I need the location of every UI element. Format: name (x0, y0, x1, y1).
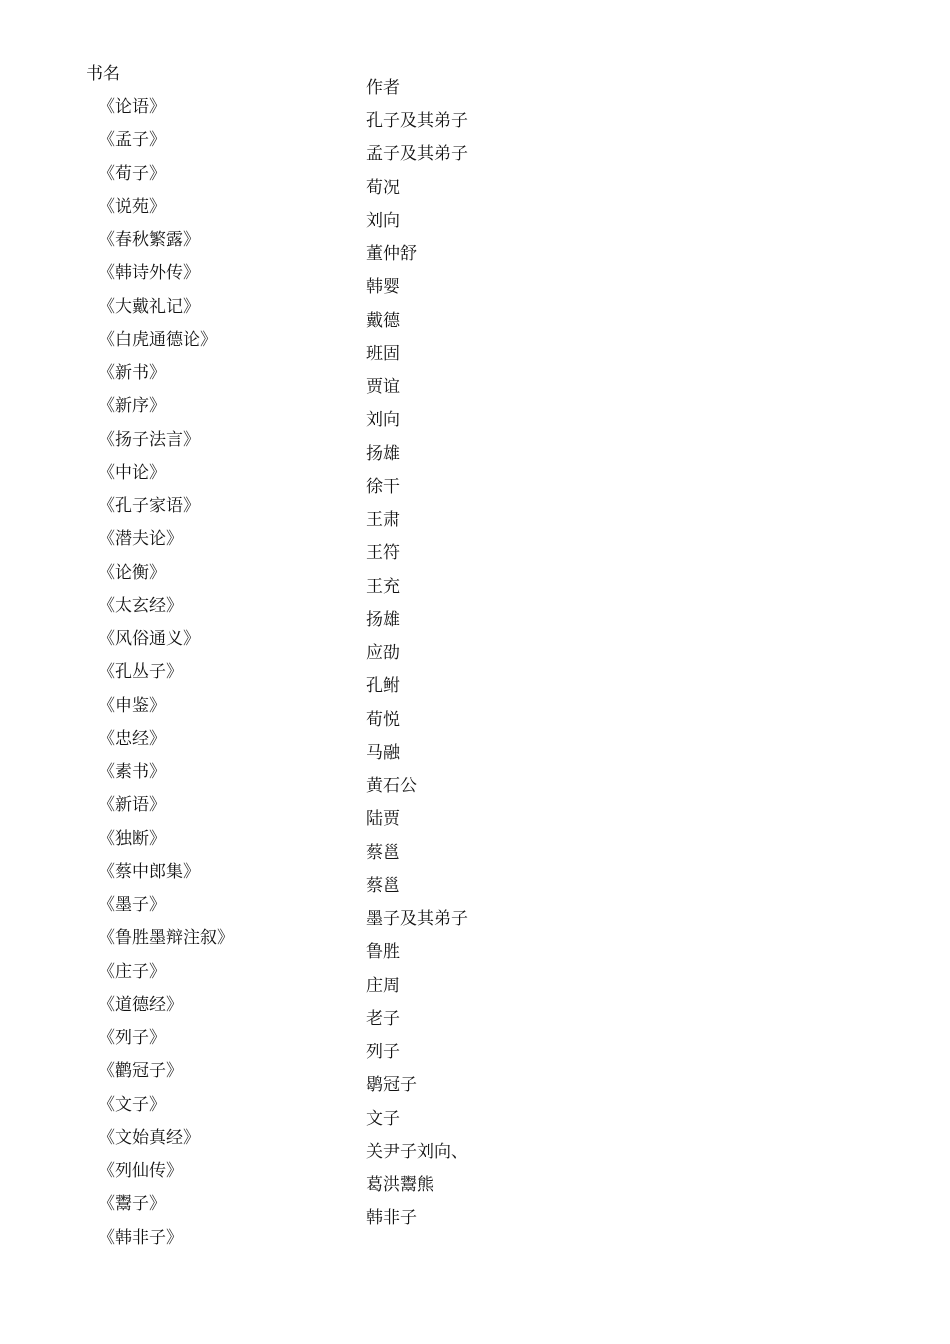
author-column (366, 76, 468, 1240)
author-cell: 戴德 (366, 310, 400, 331)
title-cell: 《孔子家语》 (98, 496, 200, 516)
author-cell: 王肃 (366, 510, 400, 530)
author-cell: 应劭 (366, 643, 400, 663)
author-cell: 班固 (366, 343, 400, 364)
title-cell: 《文子》 (98, 1094, 166, 1115)
author-cell: 鲁胜 (366, 942, 400, 963)
author-cell: 文子 (366, 1108, 400, 1129)
title-cell: 《中论》 (98, 462, 166, 483)
title-cell: 《鲁胜墨辩注叙》 (98, 928, 234, 949)
title-cell: 《新序》 (98, 396, 166, 417)
title-cell: 《论衡》 (98, 562, 166, 583)
title-cell: 《蔡中郎集》 (98, 861, 200, 882)
title-cell: 《白虎通德论》 (98, 329, 217, 350)
title-cell: 《论语》 (98, 97, 166, 117)
author-cell: 葛洪鬻熊 (366, 1175, 434, 1195)
author-cell: 孔鲋 (366, 676, 400, 697)
title-cell: 《说苑》 (98, 196, 166, 217)
title-cell: 《鹳冠子》 (98, 1061, 183, 1082)
title-cell: 《道德经》 (98, 994, 183, 1015)
author-cell: 刘向 (366, 210, 400, 231)
title-cell: 《庄子》 (98, 961, 166, 982)
author-cell: 王符 (366, 543, 400, 564)
title-cell: 《扬子法言》 (98, 429, 200, 450)
author-cell: 孔子及其弟子 (366, 111, 468, 131)
author-cell: 关尹子刘向、 (366, 1141, 468, 1162)
title-cell: 《鬻子》 (98, 1194, 166, 1215)
author-cell: 王充 (366, 576, 400, 597)
author-cell: 鹖冠子 (366, 1075, 417, 1096)
author-cell: 贾谊 (366, 377, 400, 397)
title-cell: 《列子》 (98, 1028, 166, 1048)
author-cell: 扬雄 (366, 443, 400, 464)
author-cell: 蔡邕 (366, 842, 400, 863)
title-cell: 《素书》 (98, 762, 166, 782)
author-cell: 陆贾 (366, 809, 400, 830)
title-cell: 《孟子》 (98, 130, 166, 151)
title-cell: 《太玄经》 (98, 595, 183, 616)
author-cell: 蔡邕 (366, 875, 400, 896)
title-cell: 《墨子》 (98, 895, 166, 915)
author-cell: 刘向 (366, 410, 400, 431)
author-cell: 黄石公 (366, 776, 417, 796)
author-cell: 墨子及其弟子 (366, 909, 468, 929)
title-cell: 《申鉴》 (98, 695, 166, 716)
author-cell: 韩非子 (366, 1208, 417, 1229)
title-cell: 《韩诗外传》 (98, 263, 200, 284)
author-cell: 列子 (366, 1042, 400, 1062)
author-cell: 孟子及其弟子 (366, 144, 468, 165)
title-cell: 《独断》 (98, 828, 166, 849)
title-cell: 《大戴礼记》 (98, 296, 200, 317)
author-cell: 荀悦 (366, 709, 400, 730)
title-cell: 《忠经》 (98, 728, 166, 749)
author-cell: 扬雄 (366, 609, 400, 630)
author-cell: 荀况 (366, 177, 400, 198)
author-cell: 庄周 (366, 975, 400, 996)
title-column (86, 62, 234, 1259)
title-cell: 《韩非子》 (98, 1227, 183, 1248)
title-cell: 《孔丛子》 (98, 662, 183, 683)
title-cell: 《新书》 (98, 363, 166, 383)
author-cell: 老子 (366, 1008, 400, 1029)
author-cell: 马融 (366, 742, 400, 763)
title-cell: 《风俗通义》 (98, 629, 200, 649)
title-cell: 《新语》 (98, 795, 166, 816)
title-cell: 《荀子》 (98, 163, 166, 184)
title-cell: 《春秋繁露》 (98, 230, 200, 250)
author-cell: 徐干 (366, 476, 400, 497)
author-cell: 董仲舒 (366, 244, 417, 264)
author-cell: 韩婴 (366, 277, 400, 298)
title-cell: 《列仙传》 (98, 1161, 183, 1181)
title-cell: 《文始真经》 (98, 1127, 200, 1148)
title-column-header: 书名 (86, 64, 120, 84)
title-cell: 《潜夫论》 (98, 529, 183, 550)
author-column-header: 作者 (366, 78, 400, 98)
